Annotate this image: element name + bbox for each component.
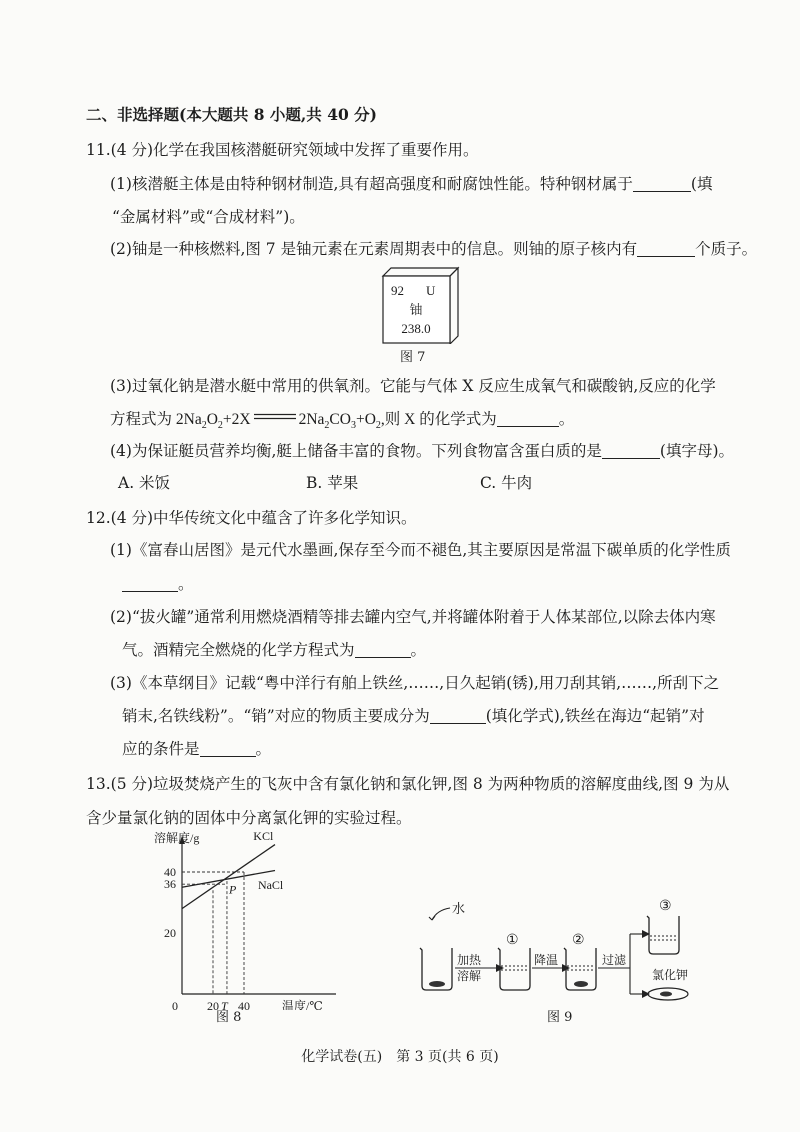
y-tick-label: 36 [164,877,176,892]
fig9-caption: 图 9 [547,1010,573,1025]
option-a[interactable]: A. 米饭 [118,474,171,492]
marker-3: ③ [659,899,672,914]
page-footer: 化学试卷(五) 第 3 页(共 6 页) [301,1049,499,1065]
marker-1: ① [506,933,519,948]
q12-part3: (3)《本草纲目》记载“粤中洋行有舶上铁丝,……,日久起销(锈),用刀刮其销,……,所刮下之 [110,674,720,692]
answer-blank[interactable] [637,241,695,257]
answer-blank[interactable] [122,576,178,592]
element-card-figure [374,266,466,344]
solubility-chart [150,828,350,1010]
q11-part2: (2)铀是一种核燃料,图 7 是铀元素在元素周期表中的信息。则铀的原子核内有 个质子。 [110,240,758,258]
answer-blank[interactable] [200,741,256,757]
separation-process-diagram [410,898,710,1006]
marker-2: ② [572,933,585,948]
q11-stem: 11.(4 分)化学在我国核潜艇研究领域中发挥了重要作用。 [86,141,479,159]
element-symbol: U [426,283,436,298]
option-c[interactable]: C. 牛肉 [480,474,533,492]
q12-stem: 12.(4 分)中华传统文化中蕴含了许多化学知识。 [86,509,417,527]
step3-label: 过滤 [602,953,627,967]
q12-part1-cont: 。 [122,572,194,594]
answer-blank[interactable] [602,443,660,459]
y-tick-label: 40 [164,865,176,879]
step1-label-bottom: 溶解 [457,969,482,983]
step2-label: 降温 [534,953,559,967]
atomic-number: 92 [391,283,404,298]
beaker-1-icon [420,948,452,990]
y-tick-label: 20 [164,926,176,940]
answer-blank[interactable] [355,642,411,658]
beaker-3-icon [564,948,596,990]
intersection-label: P [228,882,237,897]
y-axis-label: 溶解度/g [154,831,200,845]
x-axis-label: 温度/℃ [282,999,323,1010]
x-tick-label: 40 [238,999,250,1010]
atomic-mass: 238.0 [401,321,431,336]
beaker-4-icon [647,916,679,954]
section-heading: 二、非选择题(本大题共 8 小题,共 40 分) [86,105,378,124]
answer-blank[interactable] [633,176,691,192]
q11-part3: (3)过氧化钠是潜水艇中常用的供氧剂。它能与气体 X 反应生成氧气和碳酸钠,反应的化学 [110,377,716,395]
answer-blank[interactable] [497,411,559,427]
product-label: 氯化钾 [652,968,689,982]
water-label: 水 [452,901,466,916]
q11-part4: (4)为保证艇员营养均衡,艇上储备丰富的食物。下列食物富含蛋白质的是 (填字母)。 [110,442,734,460]
step1-label-top: 加热 [457,953,482,967]
q13-stem-cont: 含少量氯化钠的固体中分离氯化钾的实验过程。 [86,809,412,827]
q12-part1: (1)《富春山居图》是元代水墨画,保存至今而不褪色,其主要原因是常温下碳单质的化学性质 [110,541,731,559]
x-tick-label: 20 [207,999,219,1010]
watch-glass-icon [648,988,688,1000]
q11-part3-equation: 方程式为 $2Na_2O_2+2X$ $2Na_2CO_3+O_2$,则 X 的化学式为 。 [110,411,575,432]
q12-part2-cont: 气。酒精完全燃烧的化学方程式为 。 [122,641,427,659]
answer-blank[interactable] [430,708,486,724]
q12-part3-cont2: 应的条件是 。 [122,740,272,758]
beaker-2-icon [498,948,530,990]
fig7-caption: 图 7 [400,350,426,365]
q12-part2: (2)“拔火罐”通常利用燃烧酒精等排去罐内空气,并将罐体附着于人体某部位,以除去体内寒 [110,608,716,626]
fig8-caption: 图 8 [216,1010,242,1025]
x-tick-label: 0 [172,999,178,1010]
series-line-kcl [182,845,275,909]
q11-options [110,471,670,493]
series-label-nacl: NaCl [257,877,284,892]
q12-part3-cont: 销末,名铁线粉”。“销”对应的物质主要成分为 (填化学式),铁丝在海边“起销”对 [122,707,705,725]
water-dropper-icon [429,908,450,920]
q13-stem: 13.(5 分)垃圾焚烧产生的飞灰中含有氯化钠和氯化钾,图 8 为两种物质的溶解度曲线,图 9 为从 [86,775,730,793]
q11-part1-cont: “金属材料”或“合成材料”)。 [112,208,305,226]
element-name: 铀 [409,302,423,317]
q11-part1: (1)核潜艇主体是由特种钢材制造,具有超高强度和耐腐蚀性能。特种钢材属于 (填 [110,175,713,193]
series-label-kcl: KCl [253,828,274,843]
x-tick-label: T [220,999,228,1010]
reaction-equals-sign [253,412,297,422]
option-b[interactable]: B. 苹果 [306,474,359,492]
